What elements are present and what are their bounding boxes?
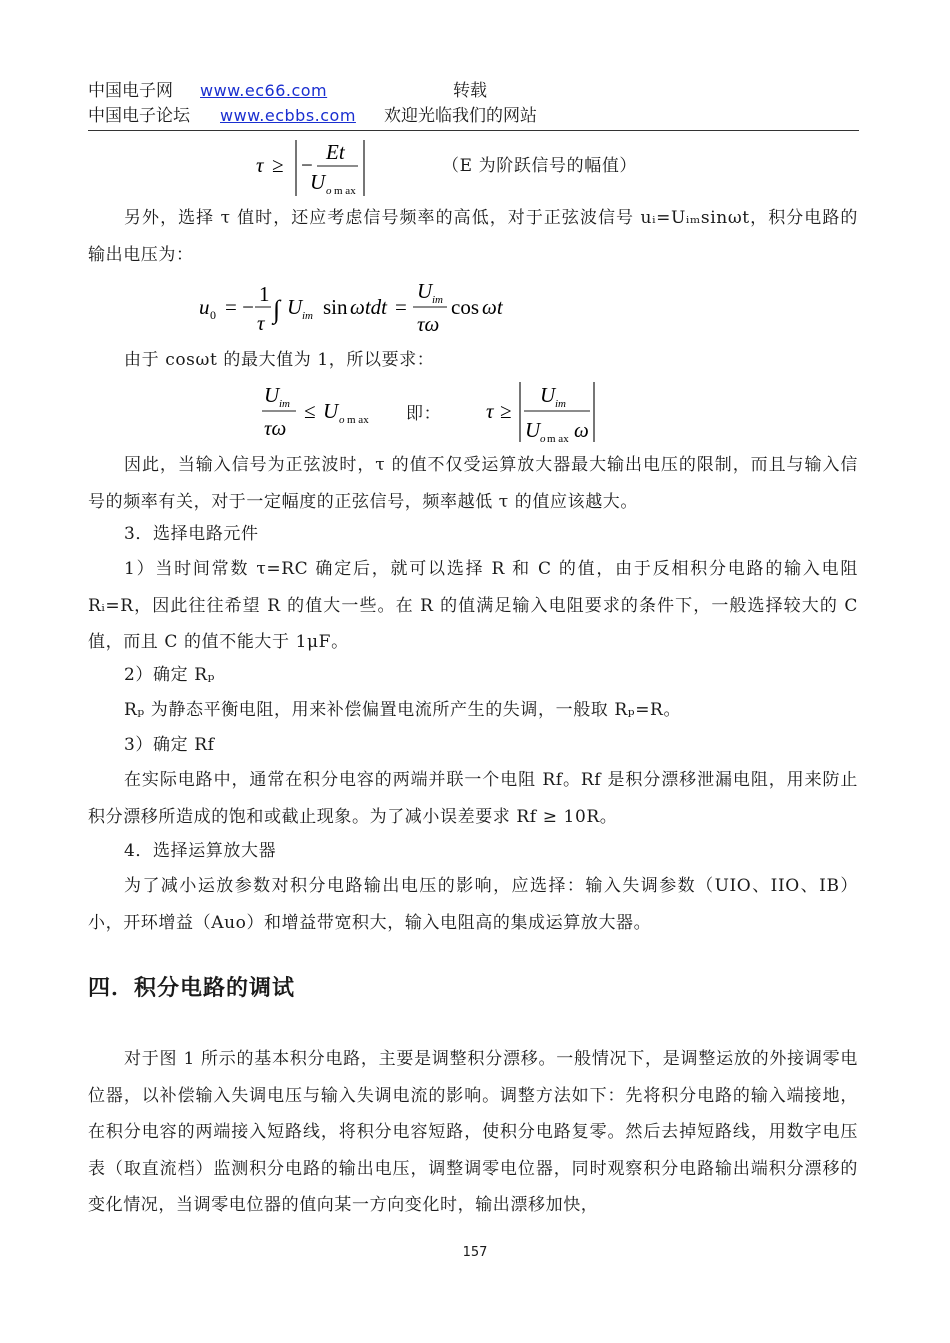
svg-text:im: im bbox=[279, 398, 290, 410]
paragraph-sine-limit: 因此，当输入信号为正弦波时，τ 的值不仅受运算放大器最大输出电压的限制，而且与输入信号的频率有关，对于一定幅度的正弦信号，频率越低 τ 的值应该越大。 bbox=[88, 455, 858, 512]
header-link-ec66[interactable]: www.ec66.com bbox=[200, 81, 328, 100]
svg-text:sin: sin bbox=[323, 295, 348, 319]
svg-text:0: 0 bbox=[210, 308, 216, 322]
paragraph-debug: 对于图 1 所示的基本积分电路，主要是调整积分漂移。一般情况下，是调整运放的外接调零电位器，以补偿输入失调电压与输入失调电流的影响。调整方法如下：先将积分电路的输入端接地，在积分电容的两端接入短路线，将积分电容短路，使积分电路复零。然后去掉短路线，用数字电压表（取直流档）监测积分电路的输出电压，调整调零电位器，同时观察积分电路输出端积分漂移的变化情况，当调零电位器的值向某一方向变化时，输出漂移加快， bbox=[88, 1049, 858, 1215]
svg-text:τω: τω bbox=[417, 312, 440, 336]
svg-text:τω: τω bbox=[264, 416, 287, 440]
svg-text:U: U bbox=[264, 383, 280, 407]
svg-text:U: U bbox=[310, 170, 326, 194]
paragraph-select-rc: 1）当时间常数 τ=RC 确定后，就可以选择 R 和 C 的值，由于反相积分电路的输入电阻 Rᵢ=R，因此往往希望 R 的值大一些。在 R 的值满足输入电阻要求的条件下，一般选择较大的 C 值，而且 C 的值不能大于 1μF。 bbox=[88, 559, 859, 652]
paragraph-opamp: 为了减小运放参数对积分电路输出电压的影响，应选择：输入失调参数（UIO、IIO、IB）小，开环增益（Auo）和增益带宽积大，输入电阻高的集成运算放大器。 bbox=[88, 876, 858, 933]
header-line-2 bbox=[88, 105, 537, 127]
section-title: 四．积分电路的调试 bbox=[88, 976, 296, 1001]
equation-ie-label: 即： bbox=[406, 404, 442, 424]
svg-text:o: o bbox=[540, 433, 546, 445]
header-site-name: 中国电子网 bbox=[88, 81, 173, 101]
header-welcome: 欢迎光临我们的网站 bbox=[384, 106, 537, 126]
svg-text:m ax: m ax bbox=[547, 433, 569, 445]
equation-output-voltage-svg bbox=[195, 278, 525, 340]
svg-text:im: im bbox=[555, 398, 566, 410]
svg-text:U: U bbox=[417, 279, 433, 303]
svg-text:o: o bbox=[339, 414, 345, 426]
svg-text:≤: ≤ bbox=[304, 399, 316, 423]
item-3-2-heading: 2）确定 Rₚ bbox=[124, 665, 216, 685]
svg-text:τ: τ bbox=[486, 399, 494, 423]
header-note: 转载 bbox=[453, 81, 487, 101]
svg-text:im: im bbox=[302, 310, 313, 322]
item-3-3-heading: 3）确定 Rf bbox=[124, 735, 215, 755]
svg-text:U: U bbox=[323, 399, 339, 423]
item-3-heading: 3．选择电路元件 bbox=[124, 524, 259, 544]
svg-text:U: U bbox=[540, 383, 556, 407]
equation-tau-step-svg bbox=[250, 132, 390, 200]
svg-text:=: = bbox=[395, 295, 407, 319]
svg-text:U: U bbox=[287, 295, 303, 319]
svg-text:= −: = − bbox=[225, 295, 254, 319]
equation-output-voltage bbox=[195, 278, 525, 346]
svg-text:m ax: m ax bbox=[334, 185, 356, 197]
svg-text:∫: ∫ bbox=[273, 295, 281, 324]
page-number: 157 bbox=[462, 1245, 488, 1260]
svg-text:−: − bbox=[301, 153, 313, 177]
paragraph-sine-input: 另外，选择 τ 值时，还应考虑信号频率的高低，对于正弦波信号 uᵢ=Uᵢₘsinωt，积分电路的输出电压为： bbox=[88, 208, 858, 265]
svg-text:≥: ≥ bbox=[272, 153, 284, 177]
svg-text:im: im bbox=[432, 294, 443, 306]
svg-text:≥: ≥ bbox=[500, 399, 512, 423]
svg-text:cos: cos bbox=[451, 295, 479, 319]
equation-note: （E 为阶跃信号的幅值） bbox=[442, 156, 638, 176]
paragraph-rp: Rₚ 为静态平衡电阻，用来补偿偏置电流所产生的失调，一般取 Rₚ=R。 bbox=[124, 700, 682, 720]
header-link-ecbbs[interactable]: www.ecbbs.com bbox=[220, 106, 356, 125]
svg-text:ωtdt: ωtdt bbox=[350, 295, 387, 319]
paragraph-rf: 在实际电路中，通常在积分电容的两端并联一个电阻 Rf。Rf 是积分漂移泄漏电阻，用来防止积分漂移所造成的饱和或截止现象。为了减小误差要求 Rf ≥ 10R。 bbox=[88, 770, 858, 827]
paragraph-cos-max: 由于 cosωt 的最大值为 1，所以要求： bbox=[124, 350, 435, 370]
svg-text:1: 1 bbox=[259, 282, 270, 306]
equation-tau-step bbox=[250, 132, 390, 206]
header-forum-name: 中国电子论坛 bbox=[88, 106, 190, 126]
svg-text:Et: Et bbox=[326, 140, 345, 164]
header-divider bbox=[88, 130, 859, 131]
svg-text:m ax: m ax bbox=[347, 414, 369, 426]
item-4-heading: 4．选择运算放大器 bbox=[124, 841, 277, 861]
header-line-1 bbox=[88, 80, 487, 102]
svg-text:o: o bbox=[326, 185, 332, 197]
svg-text:ωt: ωt bbox=[482, 295, 503, 319]
svg-text:ω: ω bbox=[574, 418, 589, 442]
svg-text:τ: τ bbox=[257, 311, 265, 335]
svg-text:U: U bbox=[525, 418, 541, 442]
svg-text:u: u bbox=[199, 295, 210, 319]
svg-text:τ: τ bbox=[256, 153, 264, 177]
